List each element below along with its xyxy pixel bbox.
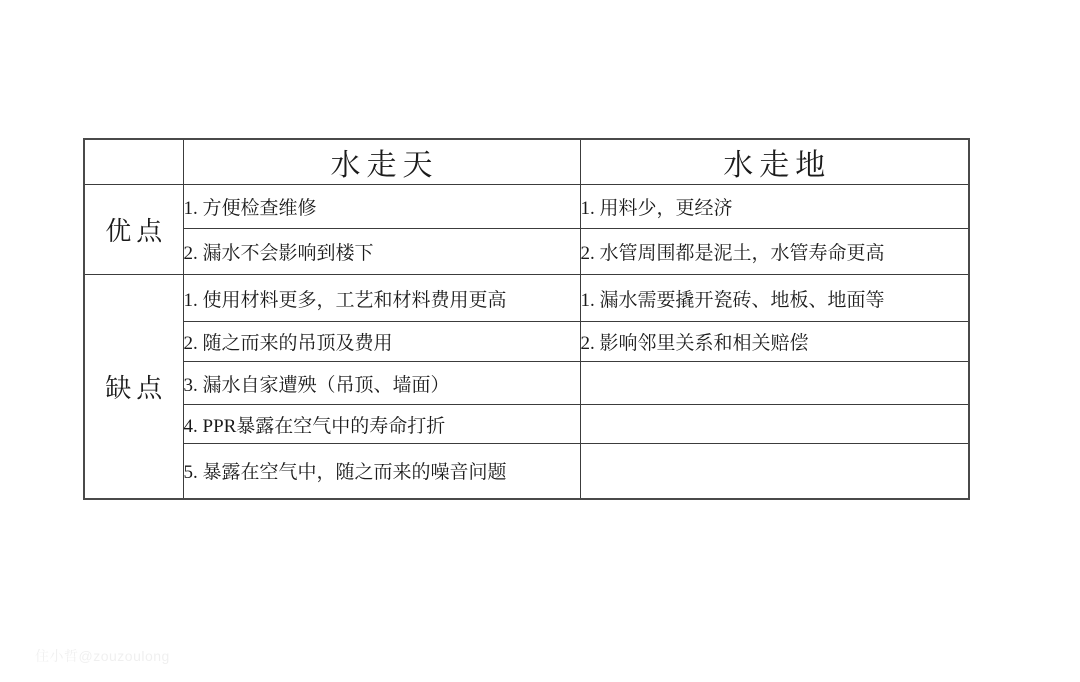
table-row [84, 275, 969, 322]
cell-dis2-floor: 2. 影响邻里关系和相关赔偿 [580, 322, 969, 362]
cell-dis5-ceiling: 5. 暴露在空气中，随之而来的噪音问题 [183, 444, 580, 499]
table-row [84, 185, 969, 229]
cell-dis3-ceiling: 3. 漏水自家遭殃（吊顶、墙面） [183, 362, 580, 405]
column-header-shuizoudi: 水走地 [580, 139, 969, 185]
row-group-label-advantages: 优点 [84, 185, 183, 275]
row-group-label-disadvantages: 缺点 [84, 275, 183, 499]
cell-adv1-floor: 1. 用料少，更经济 [580, 185, 969, 229]
cell-dis4-ceiling: 4. PPR暴露在空气中的寿命打折 [183, 405, 580, 444]
table-row [84, 444, 969, 499]
table-row [84, 322, 969, 362]
column-header-shuizoutian: 水走天 [183, 139, 580, 185]
watermark-text: 住小哲@zouzoulong [35, 648, 170, 664]
cell-dis1-floor: 1. 漏水需要撬开瓷砖、地板、地面等 [580, 275, 969, 322]
cell-adv2-floor: 2. 水管周围都是泥土，水管寿命更高 [580, 229, 969, 275]
table-row [84, 405, 969, 444]
table-row [84, 229, 969, 275]
cell-dis4-floor [580, 405, 969, 444]
cell-dis3-floor [580, 362, 969, 405]
cell-dis2-ceiling: 2. 随之而来的吊顶及费用 [183, 322, 580, 362]
comparison-table [83, 138, 970, 500]
cell-dis5-floor [580, 444, 969, 499]
table-row [84, 362, 969, 405]
header-row [84, 139, 969, 185]
corner-cell [84, 139, 183, 185]
cell-dis1-ceiling: 1. 使用材料更多，工艺和材料费用更高 [183, 275, 580, 322]
cell-adv1-ceiling: 1. 方便检查维修 [183, 185, 580, 229]
cell-adv2-ceiling: 2. 漏水不会影响到楼下 [183, 229, 580, 275]
